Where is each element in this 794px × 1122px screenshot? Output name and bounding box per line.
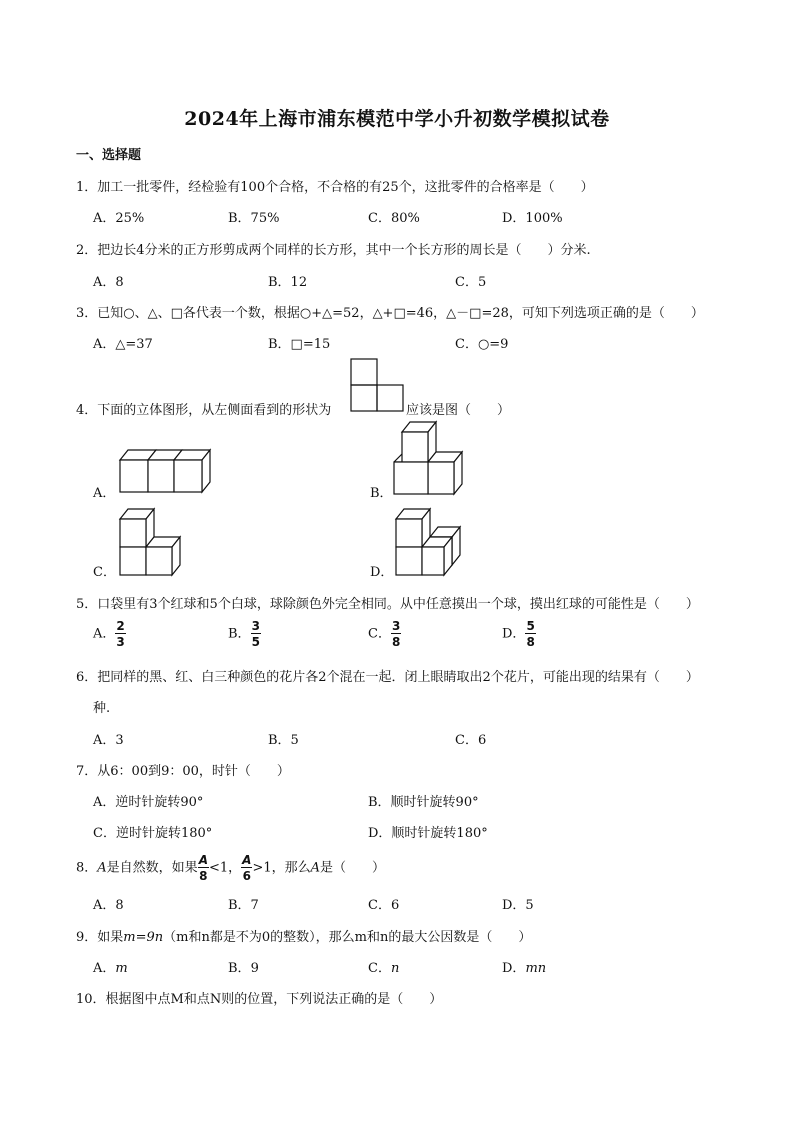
question-3-option-b: B．□=15 <box>268 337 331 352</box>
question-8-text-part-3: >1，那么 <box>252 860 311 876</box>
question-8-fraction-2 <box>241 854 252 882</box>
question-5-option-a-label: A． <box>93 626 116 642</box>
fraction-numerator: A <box>198 853 208 867</box>
question-4-option-b: B． <box>370 486 393 501</box>
question-3-text: 3．已知○、△、□各代表一个数，根据○+△=52，△+□=46，△－□=28，可知下列选项正确的是（ ） <box>76 306 704 321</box>
question-8-text-part-2: <1， <box>208 860 242 876</box>
question-1-text: 1．加工一批零件，经检验有100个合格，不合格的有25个，这批零件的合格率是（ ） <box>76 180 594 195</box>
question-7-option-d: D．顺时针旋转180° <box>368 826 488 841</box>
question-8-variable: A <box>97 860 107 876</box>
option-value: 9 <box>250 961 259 976</box>
question-8-text <box>76 854 385 882</box>
question-8-text-end: 是（ ） <box>320 860 386 876</box>
question-9-option-d <box>502 957 546 976</box>
question-8-fraction-1 <box>198 854 209 882</box>
question-4-text-after: 应该是图（ ） <box>406 403 511 418</box>
question-4-option-c-figure <box>116 507 188 579</box>
question-7-option-c: C．逆时针旋转180° <box>93 826 213 841</box>
option-label: C． <box>368 961 391 976</box>
question-9-option-c <box>368 957 399 976</box>
fraction-numerator: 5 <box>526 619 535 633</box>
question-6-option-b: B．5 <box>268 733 299 748</box>
question-3-option-a: A．△=37 <box>93 337 153 352</box>
question-5-option-c <box>368 620 401 648</box>
question-4-text-before: 4．下面的立体图形，从左侧面看到的形状为 <box>76 403 332 418</box>
question-8-number: 8． <box>76 860 98 876</box>
question-4-option-d: D． <box>370 565 394 580</box>
question-6-text: 6．把同样的黑、红、白三种颜色的花片各2个混在一起．闭上眼睛取出2个花片，可能出现的结果有（ ） <box>76 670 699 685</box>
question-4-side-view-figure <box>350 358 406 414</box>
question-9-text-rest: （m和n都是不为0的整数），那么m和n的最大公因数是（ ） <box>163 930 532 945</box>
fraction-numerator: 3 <box>391 619 401 633</box>
question-3-option-c: C．○=9 <box>455 337 509 352</box>
section-heading: 一、选择题 <box>76 148 142 163</box>
question-1-option-a: A．25% <box>93 211 145 226</box>
fraction-denominator: 6 <box>242 869 251 883</box>
option-value: m <box>115 961 128 976</box>
question-4-option-a: A． <box>93 486 116 501</box>
question-4-option-b-figure <box>390 420 470 498</box>
option-label: A． <box>93 961 116 976</box>
question-4-option-c: C． <box>93 565 116 580</box>
question-7-option-b: B．顺时针旋转90° <box>368 795 479 810</box>
option-value: mn <box>525 961 547 976</box>
fraction-denominator: 5 <box>251 635 260 649</box>
question-9-option-a <box>93 957 128 976</box>
question-8-option-b: B．7 <box>228 898 259 913</box>
question-8-option-a: A．8 <box>93 898 124 913</box>
question-4-option-d-figure <box>392 507 468 579</box>
question-9-text <box>76 926 531 945</box>
question-9-text-start: 9．如果 <box>76 930 124 945</box>
question-5-option-b <box>228 620 261 648</box>
option-value: n <box>390 961 400 976</box>
question-1-option-b: B．75% <box>228 211 280 226</box>
question-5-option-c-fraction <box>391 620 401 648</box>
question-8-variable-2: A <box>310 860 321 876</box>
fraction-numerator: 3 <box>251 619 260 633</box>
question-5-option-b-fraction <box>251 620 261 648</box>
fraction-denominator: 8 <box>199 869 208 883</box>
question-7-option-a: A．逆时针旋转90° <box>93 795 204 810</box>
page-title: 2024年上海市浦东模范中学小升初数学模拟试卷 <box>184 108 610 130</box>
question-8-option-c: C．6 <box>368 898 400 913</box>
question-4-option-a-figure <box>116 448 220 496</box>
option-label: D． <box>502 961 526 976</box>
question-5-option-d-fraction <box>525 620 535 648</box>
question-8-option-d: D．5 <box>502 898 534 913</box>
question-5-option-d-label: D． <box>502 626 526 642</box>
question-10-text: 10．根据图中点M和点N则的位置，下列说法正确的是（ ） <box>76 992 443 1007</box>
question-7-text: 7．从6：00到9：00，时针（ ） <box>76 764 290 779</box>
fraction-denominator: 8 <box>526 635 535 649</box>
question-1-option-d: D．100% <box>502 211 563 226</box>
question-6-option-c: C．6 <box>455 733 487 748</box>
fraction-denominator: 3 <box>116 635 125 649</box>
question-1-option-c: C．80% <box>368 211 420 226</box>
fraction-numerator: A <box>242 853 252 867</box>
question-2-text: 2．把边长4分米的正方形剪成两个同样的长方形，其中一个长方形的周长是（ ）分米. <box>76 243 591 258</box>
question-5-option-b-label: B． <box>228 626 251 642</box>
option-label: B． <box>228 961 251 976</box>
question-6-text-continued: 种. <box>93 701 111 716</box>
question-6-option-a: A．3 <box>93 733 124 748</box>
question-2-option-c: C．5 <box>455 275 487 290</box>
fraction-denominator: 8 <box>391 635 401 649</box>
question-8-text-part-1: 是自然数，如果 <box>106 860 198 876</box>
question-9-expression: m=9n <box>123 930 164 945</box>
fraction-numerator: 2 <box>116 619 125 633</box>
question-9-option-b <box>228 957 259 976</box>
question-5-option-a-fraction <box>115 620 125 648</box>
question-2-option-b: B．12 <box>268 275 308 290</box>
question-5-text: 5．口袋里有3个红球和5个白球，球除颜色外完全相同。从中任意摸出一个球，摸出红球的可能性是（ ） <box>76 597 699 612</box>
question-5-option-c-label: C． <box>368 626 391 642</box>
question-2-option-a: A．8 <box>93 275 124 290</box>
question-5-option-a <box>93 620 126 648</box>
question-5-option-d <box>502 620 536 648</box>
